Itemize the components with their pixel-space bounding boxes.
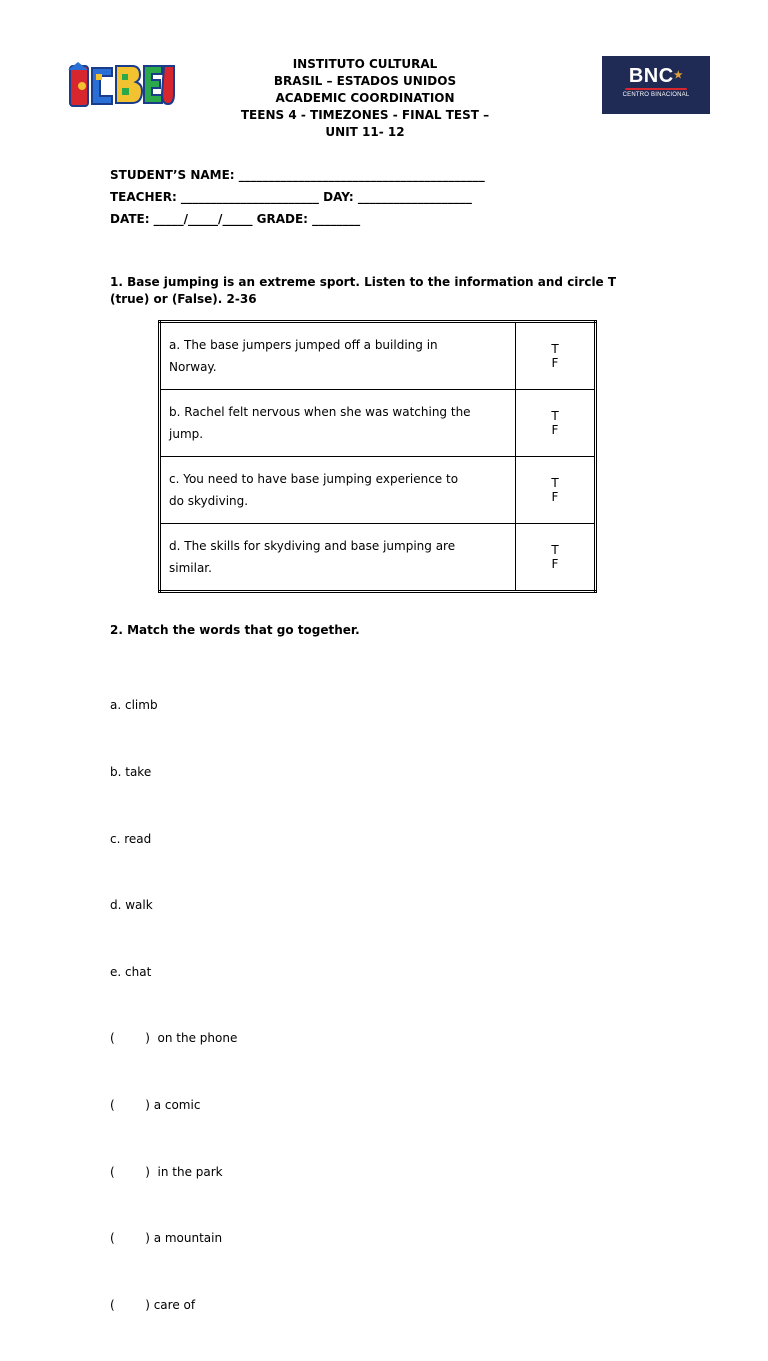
match-item[interactable]: ( ) care of <box>110 1297 196 1312</box>
list-item: d. walk <box>110 898 153 913</box>
statement-line: similar. <box>169 561 212 575</box>
header-line: ACADEMIC COORDINATION <box>275 91 455 105</box>
swoosh-icon <box>625 88 687 90</box>
true-option[interactable]: T <box>551 342 559 356</box>
header-line: INSTITUTO CULTURAL <box>292 57 438 71</box>
match-item[interactable]: ( ) a mountain <box>110 1231 223 1246</box>
bnc-logo-text: BNC <box>628 65 674 87</box>
matching-list <box>110 650 237 1361</box>
statement-line: c. You need to have base jumping experience to <box>169 472 459 486</box>
match-item[interactable]: ( ) on the phone <box>110 1031 238 1046</box>
false-option[interactable]: F <box>551 356 559 370</box>
list-item: c. read <box>110 831 152 846</box>
statement-line: Norway. <box>169 360 217 374</box>
statement-line: b. Rachel felt nervous when she was watching the <box>169 405 471 419</box>
false-option[interactable]: F <box>551 557 559 571</box>
question-2-prompt: 2. Match the words that go together. <box>110 623 360 637</box>
icbeu-logo <box>66 60 178 112</box>
list-item: e. chat <box>110 964 152 979</box>
header-line: TEENS 4 - TIMEZONES - FINAL TEST – <box>240 108 490 122</box>
student-info <box>110 164 485 230</box>
date-grade-field[interactable]: DATE: _____/_____/_____ GRADE: ________ <box>110 212 361 226</box>
false-option[interactable]: F <box>551 490 559 504</box>
true-option[interactable]: T <box>551 543 559 557</box>
true-option[interactable]: T <box>551 409 559 423</box>
statement-line: a. The base jumpers jumped off a building in <box>169 338 438 352</box>
options-cell <box>516 524 596 592</box>
statement-cell <box>160 457 516 524</box>
table-row <box>160 390 596 457</box>
bnc-logo <box>602 56 710 114</box>
options-cell <box>516 457 596 524</box>
question-1-prompt-line: (true) or (False). 2-36 <box>110 292 257 306</box>
document-header <box>200 56 530 141</box>
bnc-logo-subtext: CENTRO BINACIONAL <box>622 92 690 98</box>
teacher-day-field[interactable]: TEACHER: _______________________ DAY: ___________________ <box>110 190 472 204</box>
table-row <box>160 322 596 390</box>
statement-line: jump. <box>169 427 204 441</box>
options-cell <box>516 390 596 457</box>
statement-line: do skydiving. <box>169 494 249 508</box>
options-cell <box>516 322 596 390</box>
question-1-prompt <box>110 274 670 308</box>
student-name-field[interactable]: STUDENT’S NAME: _________________________________________ <box>110 168 485 182</box>
statement-cell <box>160 524 516 592</box>
table-row <box>160 524 596 592</box>
match-item[interactable]: ( ) a comic <box>110 1098 201 1113</box>
statement-cell <box>160 390 516 457</box>
list-item: b. take <box>110 765 152 780</box>
true-false-table <box>158 320 597 593</box>
table-row <box>160 457 596 524</box>
header-line: UNIT 11- 12 <box>325 125 405 139</box>
match-item[interactable]: ( ) in the park <box>110 1164 223 1179</box>
statement-line: d. The skills for skydiving and base jumping are <box>169 539 456 553</box>
true-option[interactable]: T <box>551 476 559 490</box>
question-1-prompt-line: 1. Base jumping is an extreme sport. Listen to the information and circle T <box>110 275 617 289</box>
list-item: a. climb <box>110 698 158 713</box>
statement-cell <box>160 322 516 390</box>
false-option[interactable]: F <box>551 423 559 437</box>
header-line: BRASIL – ESTADOS UNIDOS <box>273 74 457 88</box>
star-icon: ★ <box>673 70 684 81</box>
